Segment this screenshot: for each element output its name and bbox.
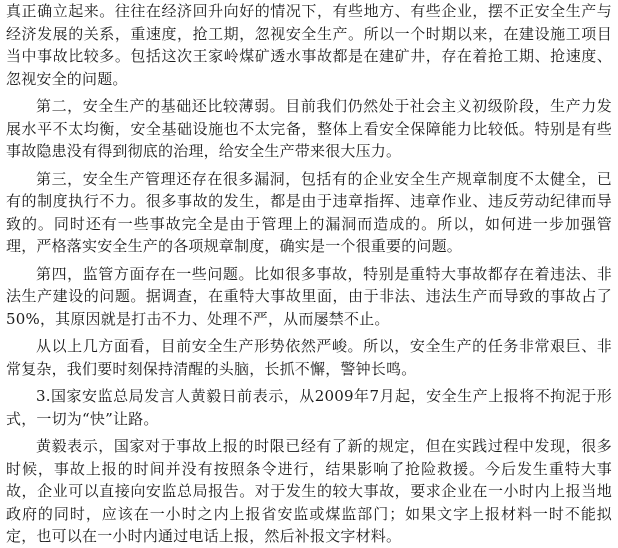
paragraph-point-three: 第三，安全生产管理还存在很多漏洞，包括有的企业安全生产规章制度不太健全，已有的制度执行不力。很多事故的发生，都是由于违章指挥、违章作业、违反劳动纪律而导致的。同时还有一些事故完全是由于管理上的漏洞而造成的。所以，如何进一步加强管理，严格落实安全生产的各项规章制度，确实是一个很重要的问题。 — [6, 169, 612, 255]
paragraph-item-three: 3.国家安监总局发言人黄毅日前表示，从2009年7月起，安全生产上报将不拘泥于形式，一切为“快”让路。 — [6, 387, 612, 428]
paragraph-continuation: 真正确立起来。往往在经济回升向好的情况下，有些地方、有些企业，摆不正安全生产与经济发展的关系，重速度，抢工期，忽视安全生产。所以一个时期以来，在建设施工项目当中事故比较多。包括这次王家岭煤矿透水事故都是在建矿井，存在着抢工期、抢速度、忽视安全的问题。 — [6, 2, 612, 88]
paragraph-point-four: 第四，监管方面存在一些问题。比如很多事故，特别是重特大事故都存在着违法、非法生产建设的问题。据调查，在重特大事故里面，由于非法、违法生产而导致的事故占了50%，其原因就是打击不力、处理不严，从而屡禁不止。 — [6, 264, 612, 328]
paragraph-point-two: 第二，安全生产的基础还比较薄弱。目前我们仍然处于社会主义初级阶段，生产力发展水平不太均衡，安全基础设施也不太完备，整体上看安全保障能力比较低。特别是有些事故隐患没有得到彻底的治理，给安全生产带来很大压力。 — [6, 97, 612, 160]
paragraph-spokesperson: 黄毅表示，国家对于事故上报的时限已经有了新的规定，但在实践过程中发现，很多时候，事故上报的时间并没有按照条令进行，结果影响了抢险救援。今后发生重特大事故，企业可以直接向安监总局报告。对于发生的较大事故，要求企业在一小时内上报当地政府的同时，应该在一小时之内上报省安监或煤监部门；如果文字上报材料一时不能拟定，也可以在一小时内通过电话上报，然后补报文字材料。 — [6, 437, 612, 545]
paragraph-summary: 从以上几方面看，目前安全生产形势依然严峻。所以，安全生产的任务非常艰巨、非常复杂，我们要时刻保持清醒的头脑，长抓不懈，警钟长鸣。 — [6, 337, 612, 378]
